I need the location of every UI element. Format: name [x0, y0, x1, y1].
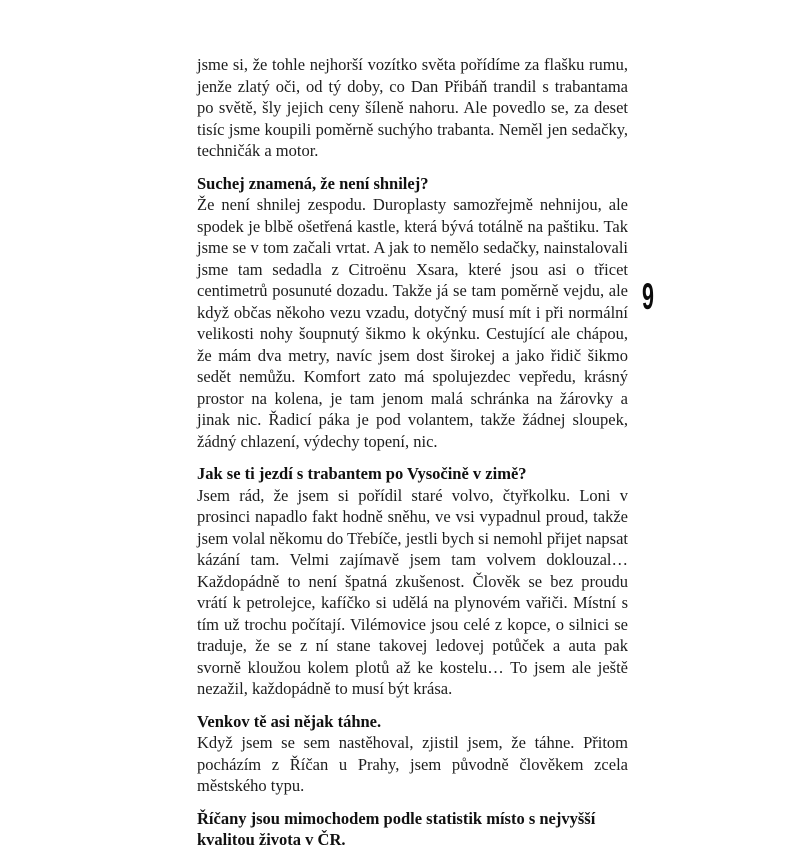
article-body: [197, 54, 628, 851]
page-number: 9: [642, 276, 654, 317]
interview-answer: Že není shnilej zespodu. Duroplasty samozřejmě nehnijou, ale spodek je blbě ošetřená kastle, která bývá totálně na paštiku. Tak jsme se v tom začali vrtat. A jak to nemělo sedačky, nainstalovali jsme tam sedadla z Citroënu Xsara, které jsou asi o třicet centimetrů posunuté dozadu. Takže já se tam poměrně vejdu, ale když občas někoho vezu vzadu, dotyčný musí mít i při normální velikosti nohy šoupnutý šikmo k okýnku. Cestující ale chápou, že mám dva metry, navíc jsem dost širokej a jako řidič šikmo sedět nemůžu. Komfort zato má spolujezdec vepředu, krásný prostor na kolena, je tam jenom malá schránka na žárovky a jinak nic. Řadicí páka je pod volantem, takže žádnej sloupek, žádný chlazení, výdechy topení, nic.: [197, 195, 628, 451]
interview-answer: jsme si, že tohle nejhorší vozítko světa pořídíme za flašku rumu, jenže zlatý oči, od tý doby, co Dan Přibáň trandil s trabantama po světě, šly jejich ceny šíleně nahoru. Ale povedlo se, za deset tisíc jsme koupili poměrně suchýho trabanta. Neměl jen sedačky, techničák a motor.: [197, 55, 628, 160]
interview-answer: Jsem rád, že jsem si pořídil staré volvo, čtyřkolku. Loni v prosinci napadlo fakt hodně sněhu, ve vsi vypadnul proud, takže jsem volal někomu do Třebíče, jestli bych si nemohl přijet napsat kázání tam. Velmi zajímavě jsem tam volvem doklouzal… Každopádně to není špatná zkušenost. Člověk se bez proudu vrátí k petrolejce, kafíčko si udělá na plynovém vařiči. Místní s tím už trochu počítají. Vilémovice jsou celé z kopce, o silnici se traduje, že se z ní stane takovej ledovej potůček a auta pak svorně kloužou kolem plotů až ke kostelu… To jsem ale ještě nezažil, každopádně to musí být krása.: [197, 485, 628, 698]
interview-question: Jak se ti jezdí s trabantem po Vysočině v zimě?: [197, 464, 527, 483]
interview-question: Venkov tě asi nějak táhne.: [197, 711, 382, 731]
interview-question: Suchej znamená, že není shnilej?: [197, 173, 429, 193]
interview-question: Říčany jsou mimochodem podle statistik místo s nejvyšší kvalitou života v ČR.: [197, 808, 596, 849]
interview-answer: Když jsem se sem nastěhoval, zjistil jsem, že táhne. Přitom pocházím z Říčan u Prahy, jsem původně člověkem zcela městského typu.: [197, 733, 628, 795]
